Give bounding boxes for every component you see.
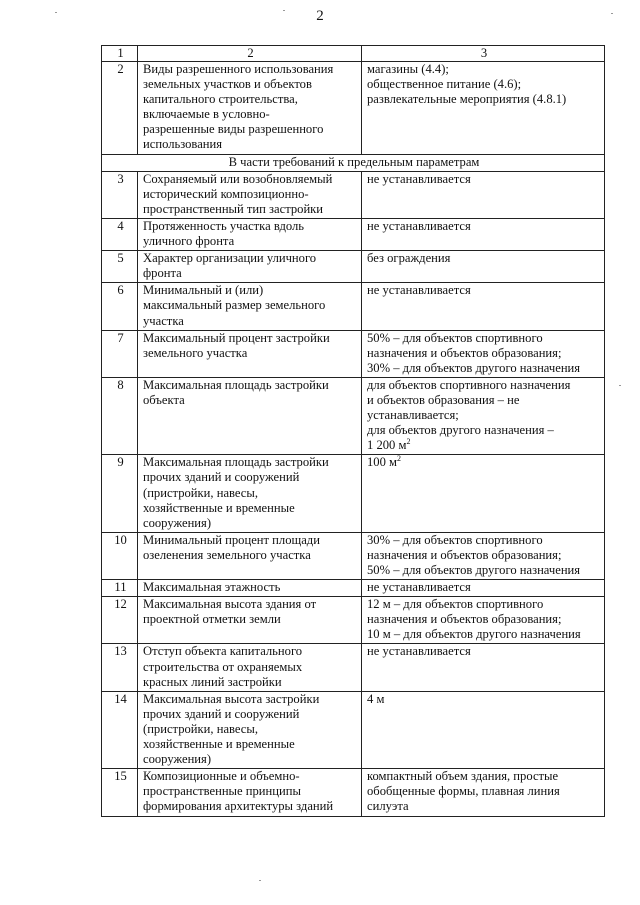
table-row xyxy=(102,532,605,579)
parameter-value xyxy=(362,171,605,218)
table-row xyxy=(102,377,605,454)
table-header-row xyxy=(102,46,605,62)
parameter-name: Сохраняемый или возобновляемый исторический композиционно- пространственный тип застройки xyxy=(138,171,362,218)
parameter-name: Композиционные и объемно- пространственные принципы формирования архитектуры зданий xyxy=(138,769,362,816)
parameter-value-text: компактный объем здания, простые обобщенные формы, плавная линия силуэта xyxy=(367,769,560,814)
table-row xyxy=(102,251,605,283)
parameter-name: Максимальная площадь застройки прочих зданий и сооружений (пристройки, навесы, хозяйственные и временные сооружения) xyxy=(138,455,362,532)
row-number: 6 xyxy=(102,283,138,330)
parameter-name: Максимальный процент застройки земельного участка xyxy=(138,330,362,377)
table-row xyxy=(102,597,605,644)
table-row xyxy=(102,769,605,816)
parameter-name: Протяженность участка вдоль уличного фронта xyxy=(138,218,362,250)
table-row xyxy=(102,171,605,218)
page-number: 2 xyxy=(316,8,324,24)
header-col-1: 1 xyxy=(102,46,138,62)
table-row xyxy=(102,644,605,691)
row-number: 2 xyxy=(102,62,138,155)
scan-speck xyxy=(259,880,261,881)
parameter-value-text: 12 м – для объектов спортивного назначения и объектов образования; 10 м – для объектов другого назначения xyxy=(367,597,581,642)
parameter-value xyxy=(362,62,605,155)
parameter-value-text: не устанавливается xyxy=(367,283,471,298)
table-row xyxy=(102,62,605,155)
parameter-value xyxy=(362,580,605,597)
parameter-value-text: для объектов спортивного назначения и объектов образования – не устанавливается; для объектов другого назначения – 1 200 м xyxy=(367,377,571,453)
section-title: В части требований к предельным параметрам xyxy=(102,154,605,171)
parameter-value-text: 50% – для объектов спортивного назначения и объектов образования; 30% – для объектов другого назначения xyxy=(367,330,581,375)
parameter-value-text: не устанавливается xyxy=(367,580,471,595)
parameter-name: Виды разрешенного использования земельных участков и объектов капитального строительства, включаемые в условно- разрешенные виды разрешенного использования xyxy=(138,62,362,155)
table-row xyxy=(102,330,605,377)
row-number: 13 xyxy=(102,644,138,691)
row-number: 8 xyxy=(102,377,138,454)
parameter-name: Минимальный и (или) максимальный размер земельного участка xyxy=(138,283,362,330)
parameter-name: Максимальная высота застройки прочих зданий и сооружений (пристройки, навесы, хозяйственные и временные сооружения) xyxy=(138,691,362,768)
header-col-2: 2 xyxy=(138,46,362,62)
unit-superscript: 2 xyxy=(397,454,402,464)
parameter-value xyxy=(362,532,605,579)
parameter-value xyxy=(362,283,605,330)
parameter-value xyxy=(362,769,605,816)
row-number: 3 xyxy=(102,171,138,218)
row-number: 12 xyxy=(102,597,138,644)
unit-superscript: 2 xyxy=(406,437,411,447)
row-number: 4 xyxy=(102,218,138,250)
parameter-value-text: 4 м xyxy=(367,691,385,706)
parameter-value-text: не устанавливается xyxy=(367,171,471,186)
parameter-value-text: не устанавливается xyxy=(367,218,471,233)
scan-speck xyxy=(619,385,621,386)
parameter-value-text: 100 м xyxy=(367,455,398,470)
row-number: 5 xyxy=(102,251,138,283)
section-row xyxy=(102,154,605,171)
table-row xyxy=(102,580,605,597)
table-row xyxy=(102,218,605,250)
row-number: 14 xyxy=(102,691,138,768)
parameter-value xyxy=(362,455,605,532)
parameter-value xyxy=(362,218,605,250)
table-row xyxy=(102,691,605,768)
parameter-value-text: не устанавливается xyxy=(367,644,471,659)
parameter-name: Отступ объекта капитального строительства от охраняемых красных линий застройки xyxy=(138,644,362,691)
row-number: 11 xyxy=(102,580,138,597)
parameter-value xyxy=(362,377,605,454)
parameter-name: Максимальная площадь застройки объекта xyxy=(138,377,362,454)
row-number: 9 xyxy=(102,455,138,532)
parameter-value-text: 30% – для объектов спортивного назначения и объектов образования; 50% – для объектов другого назначения xyxy=(367,532,581,577)
parameter-name: Максимальная этажность xyxy=(138,580,362,597)
parameters-table xyxy=(101,45,605,817)
parameter-value xyxy=(362,330,605,377)
scan-speck xyxy=(611,13,613,14)
parameter-value-text: магазины (4.4); общественное питание (4.6); развлекательные мероприятия (4.8.1) xyxy=(367,62,567,107)
parameter-name: Максимальная высота здания от проектной отметки земли xyxy=(138,597,362,644)
parameter-name: Характер организации уличного фронта xyxy=(138,251,362,283)
row-number: 10 xyxy=(102,532,138,579)
parameter-value xyxy=(362,691,605,768)
table-row xyxy=(102,283,605,330)
parameter-value xyxy=(362,644,605,691)
parameter-name: Минимальный процент площади озеленения земельного участка xyxy=(138,532,362,579)
table-row xyxy=(102,455,605,532)
parameter-value-text: без ограждения xyxy=(367,251,451,266)
row-number: 7 xyxy=(102,330,138,377)
parameter-value xyxy=(362,251,605,283)
row-number: 15 xyxy=(102,769,138,816)
header-col-3: 3 xyxy=(362,46,605,62)
scan-speck xyxy=(283,10,285,11)
parameter-value xyxy=(362,597,605,644)
scan-speck xyxy=(55,12,57,13)
